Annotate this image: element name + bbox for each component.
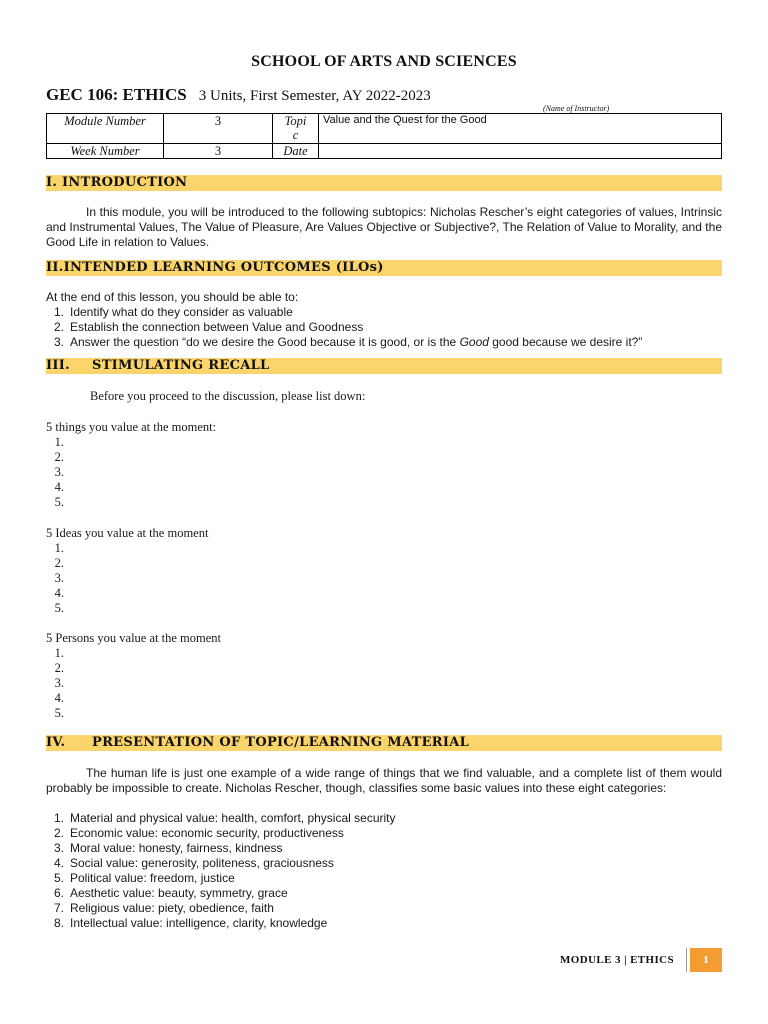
value-item-text: Social value: generosity, politeness, graciousness xyxy=(70,856,334,870)
value-item-text: Economic value: economic security, productiveness xyxy=(70,826,344,840)
persons-list xyxy=(46,646,70,721)
list-item: 2. xyxy=(54,450,64,464)
value-item-text: Religious value: piety, obedience, faith xyxy=(70,901,274,915)
things-label: 5 things you value at the moment: xyxy=(46,420,217,434)
recall-lead: Before you proceed to the discussion, please list down: xyxy=(90,389,366,403)
recall-heading-number: III. xyxy=(46,358,70,373)
list-item: 1. xyxy=(54,435,64,449)
section-heading-ilo xyxy=(46,260,722,276)
date-label: Date xyxy=(273,144,319,159)
list-item: 4. Social value: generosity, politeness, graciousness xyxy=(53,856,334,870)
ilo-item3-after: good because we desire it?” xyxy=(488,335,643,349)
list-item: 7. Religious value: piety, obedience, faith xyxy=(53,901,274,915)
list-item: 4. xyxy=(54,480,64,494)
introduction-paragraph: In this module, you will be introduced to the following subtopics: Nicholas Rescher’s eight categories of values, Intrinsic and Instrumental Values, The Value of Pleasure, Are Values Objective or Subjective?, The Relation of Value to Morality, and the Good Life in relation to Values. xyxy=(46,205,722,249)
list-item: 2. xyxy=(54,661,64,675)
list-item: 1. xyxy=(54,646,64,660)
course-units: 3 Units, First Semester, AY 2022-2023 xyxy=(198,88,431,104)
date-value xyxy=(319,144,722,159)
week-row xyxy=(47,144,722,159)
module-number-label: Module Number xyxy=(47,114,164,144)
section-heading-recall xyxy=(46,358,722,374)
recall-heading-text: STIMULATING RECALL xyxy=(92,358,270,373)
week-number-value: 3 xyxy=(164,144,273,159)
presentation-heading-number: IV. xyxy=(46,735,66,750)
values-list xyxy=(46,811,395,931)
value-item-text: Intellectual value: intelligence, clarity, knowledge xyxy=(70,916,328,930)
list-item: 1. Material and physical value: health, comfort, physical security xyxy=(53,811,396,825)
list-item: 4. xyxy=(54,586,64,600)
introduction-heading-text: I. INTRODUCTION xyxy=(46,175,188,190)
topic-value: Value and the Quest for the Good xyxy=(319,114,722,144)
list-item: 5. Political value: freedom, justice xyxy=(53,871,235,885)
list-item: 8. Intellectual value: intelligence, clarity, knowledge xyxy=(53,916,328,930)
things-list xyxy=(46,435,70,510)
ilo-item3-before: Answer the question “do we desire the Good because it is good, or is the xyxy=(70,335,460,349)
list-item: 3. xyxy=(54,571,64,585)
ideas-label: 5 Ideas you value at the moment xyxy=(46,526,209,540)
list-item: 3. Answer the question “do we desire the Good because it is good, or is the Good good because we desire it?” xyxy=(53,335,643,349)
ilo-item-text: Establish the connection between Value and Goodness xyxy=(70,320,364,334)
module-row xyxy=(47,114,722,144)
course-line xyxy=(46,85,431,105)
section-heading-introduction xyxy=(46,175,722,191)
module-number-value: 3 xyxy=(164,114,273,144)
list-item: 5. xyxy=(54,706,64,720)
list-item: 4. xyxy=(54,691,64,705)
ilo-item-text: Identify what do they consider as valuable xyxy=(70,305,293,319)
module-info-table xyxy=(46,113,722,159)
ilo-lead: At the end of this lesson, you should be able to: xyxy=(46,290,299,304)
list-item: 2. xyxy=(54,556,64,570)
topic-label-part2: c xyxy=(292,128,299,142)
presentation-heading-text: PRESENTATION OF TOPIC/LEARNING MATERIAL xyxy=(92,735,470,750)
school-title: SCHOOL OF ARTS AND SCIENCES xyxy=(251,53,517,70)
list-item: 5. xyxy=(54,601,64,615)
page-number-badge: 1 xyxy=(690,948,722,972)
ilo-heading-text: II.INTENDED LEARNING OUTCOMES (ILOs) xyxy=(46,260,384,275)
instructor-note: (Name of Instructor) xyxy=(543,104,610,113)
topic-label-part1: Topi xyxy=(284,114,307,128)
ilo-item3-italic: Good xyxy=(459,335,489,349)
value-item-text: Moral value: honesty, fairness, kindness xyxy=(70,841,283,855)
presentation-paragraph: The human life is just one example of a wide range of things that we find valuable, and a complete list of them would probably be impossible to create. Nicholas Rescher, though, classifies some basic values into these eight categories: xyxy=(46,766,722,795)
value-item-text: Material and physical value: health, comfort, physical security xyxy=(70,811,396,825)
week-number-label: Week Number xyxy=(47,144,164,159)
list-item: 1. Identify what do they consider as valuable xyxy=(53,305,293,319)
footer-module-label: MODULE 3 | ETHICS xyxy=(560,954,675,966)
topic-label xyxy=(273,114,319,144)
list-item: 3. xyxy=(54,676,64,690)
footer-divider xyxy=(686,948,687,972)
ideas-list xyxy=(46,541,70,616)
persons-label: 5 Persons you value at the moment xyxy=(46,631,221,645)
section-heading-presentation xyxy=(46,735,722,751)
list-item: 1. xyxy=(54,541,64,555)
list-item: 2. Establish the connection between Value and Goodness xyxy=(53,320,364,334)
ilo-list xyxy=(46,305,642,350)
list-item: 5. xyxy=(54,495,64,509)
list-item: 3. xyxy=(54,465,64,479)
value-item-text: Political value: freedom, justice xyxy=(70,871,235,885)
course-code: GEC 106: ETHICS xyxy=(46,85,187,104)
list-item: 3. Moral value: honesty, fairness, kindness xyxy=(53,841,283,855)
list-item: 2. Economic value: economic security, productiveness xyxy=(53,826,344,840)
list-item: 6. Aesthetic value: beauty, symmetry, grace xyxy=(53,886,288,900)
value-item-text: Aesthetic value: beauty, symmetry, grace xyxy=(70,886,288,900)
